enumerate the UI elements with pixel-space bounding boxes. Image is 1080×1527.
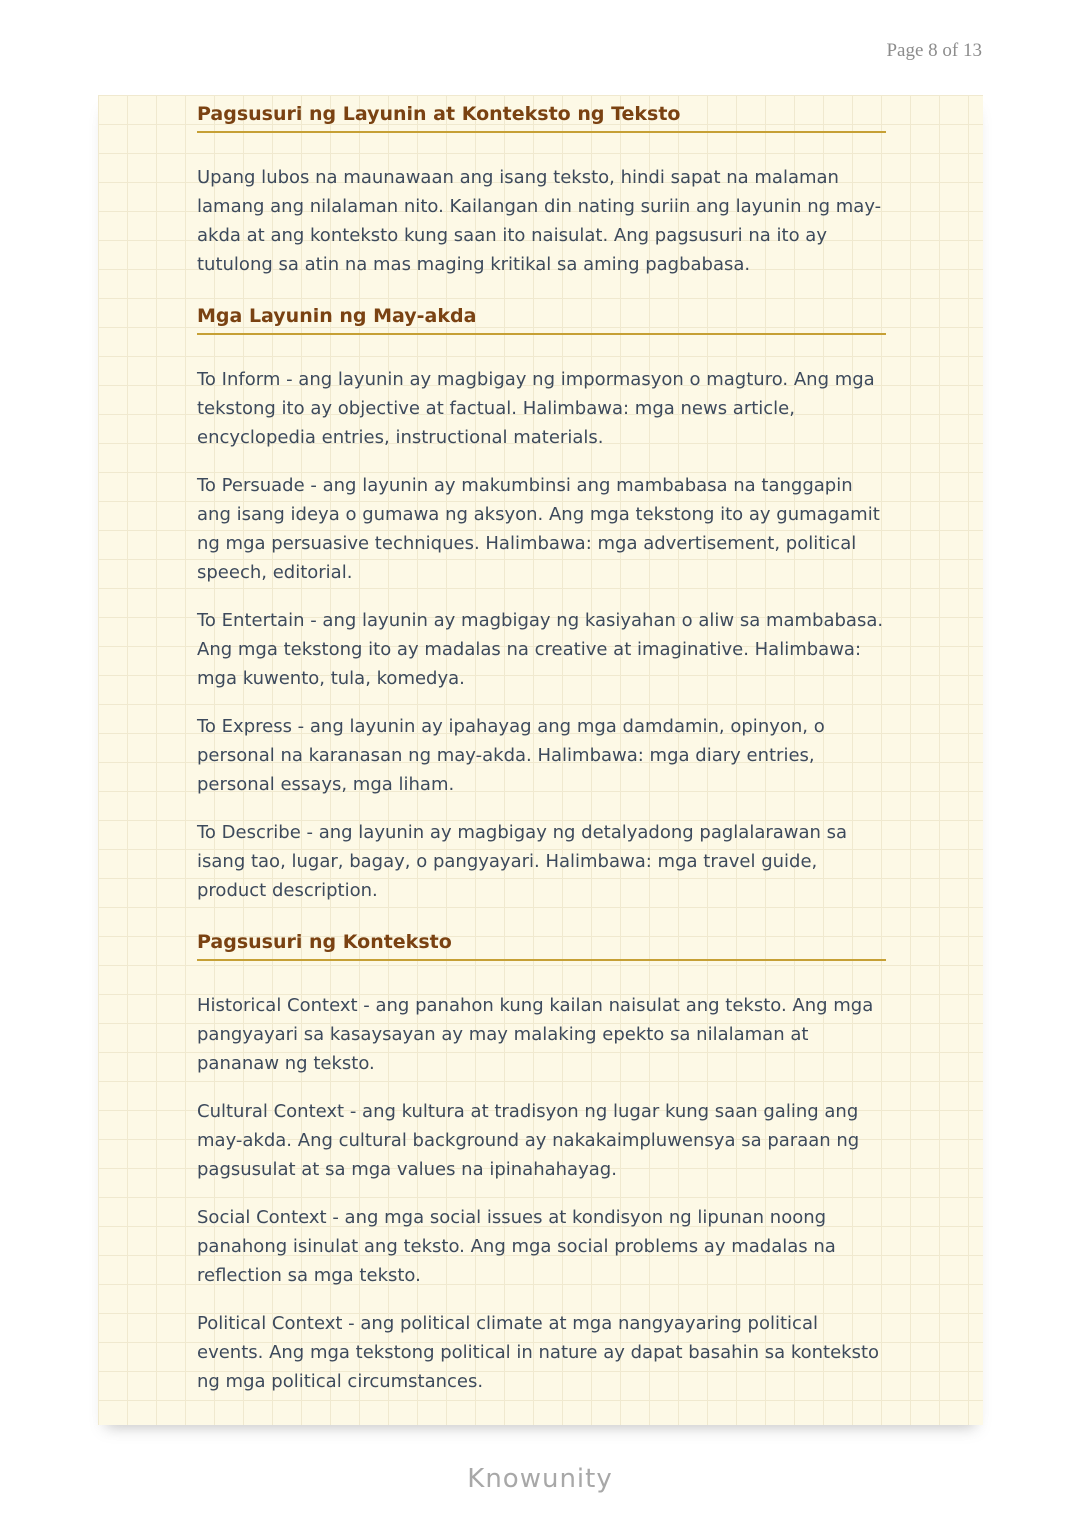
paragraph: To Entertain - ang layunin ay magbigay ng kasiyahan o aliw sa mambabasa. Ang mga tekstong ito ay madalas na creative at imaginative. Halimbawa: mga kuwento, tula, komedya. [197, 610, 884, 689]
paragraph: Upang lubos na maunawaan ang isang teksto, hindi sapat na malaman lamang ang nilalaman nito. Kailangan din nating suriin ang layunin ng may-akda at ang konteksto kung saan ito naisulat. Ang pagsusuri na ito ay tutulong sa atin na mas maging kritikal sa aming pagbabasa. [197, 167, 882, 275]
notes-sheet [98, 95, 983, 1425]
heading-underline [197, 959, 886, 961]
paragraph: To Inform - ang layunin ay magbigay ng impormasyon o magturo. Ang mga tekstong ito ay objective at factual. Halimbawa: mga news article, encyclopedia entries, instructional materials. [197, 369, 875, 448]
paragraph: Historical Context - ang panahon kung kailan naisulat ang teksto. Ang mga pangyayari sa kasaysayan ay may malaking epekto sa nilalaman at pananaw ng teksto. [197, 995, 874, 1074]
section [197, 305, 886, 905]
paragraph: To Persuade - ang layunin ay makumbinsi ang mambabasa na tanggapin ang isang ideya o gumawa ng aksyon. Ang mga tekstong ito ay gumagamit ng mga persuasive techniques. Halimbawa: mga advertisement, political speech, editorial. [197, 475, 880, 583]
section [197, 103, 886, 279]
knowunity-watermark: Knowunity [467, 1464, 613, 1494]
section-heading: Mga Layunin ng May-akda [197, 305, 477, 327]
page-number: Page 8 of 13 [886, 40, 982, 61]
paragraph: Social Context - ang mga social issues at kondisyon ng lipunan noong panahong isinulat ang teksto. Ang mga social problems ay madalas na reflection sa mga teksto. [197, 1207, 836, 1286]
heading-underline [197, 131, 886, 133]
section-heading: Pagsusuri ng Konteksto [197, 931, 452, 953]
paragraph: Political Context - ang political climate at mga nangyayaring political events. Ang mga tekstong political in nature ay dapat basahin sa konteksto ng mga political circumstances. [197, 1313, 880, 1392]
heading-underline [197, 333, 886, 335]
section [197, 931, 886, 1396]
section-heading: Pagsusuri ng Layunin at Konteksto ng Teksto [197, 103, 681, 125]
paragraph: To Express - ang layunin ay ipahayag ang mga damdamin, opinyon, o personal na karanasan ng may-akda. Halimbawa: mga diary entries, personal essays, mga liham. [197, 716, 825, 795]
paragraph: To Describe - ang layunin ay magbigay ng detalyadong paglalarawan sa isang tao, lugar, bagay, o pangyayari. Halimbawa: mga travel guide, product description. [197, 822, 848, 901]
paragraph: Cultural Context - ang kultura at tradisyon ng lugar kung saan galing ang may-akda. Ang cultural background ay nakakaimpluwensya sa paraan ng pagsusulat at sa mga values na ipinahahayag. [197, 1101, 860, 1180]
